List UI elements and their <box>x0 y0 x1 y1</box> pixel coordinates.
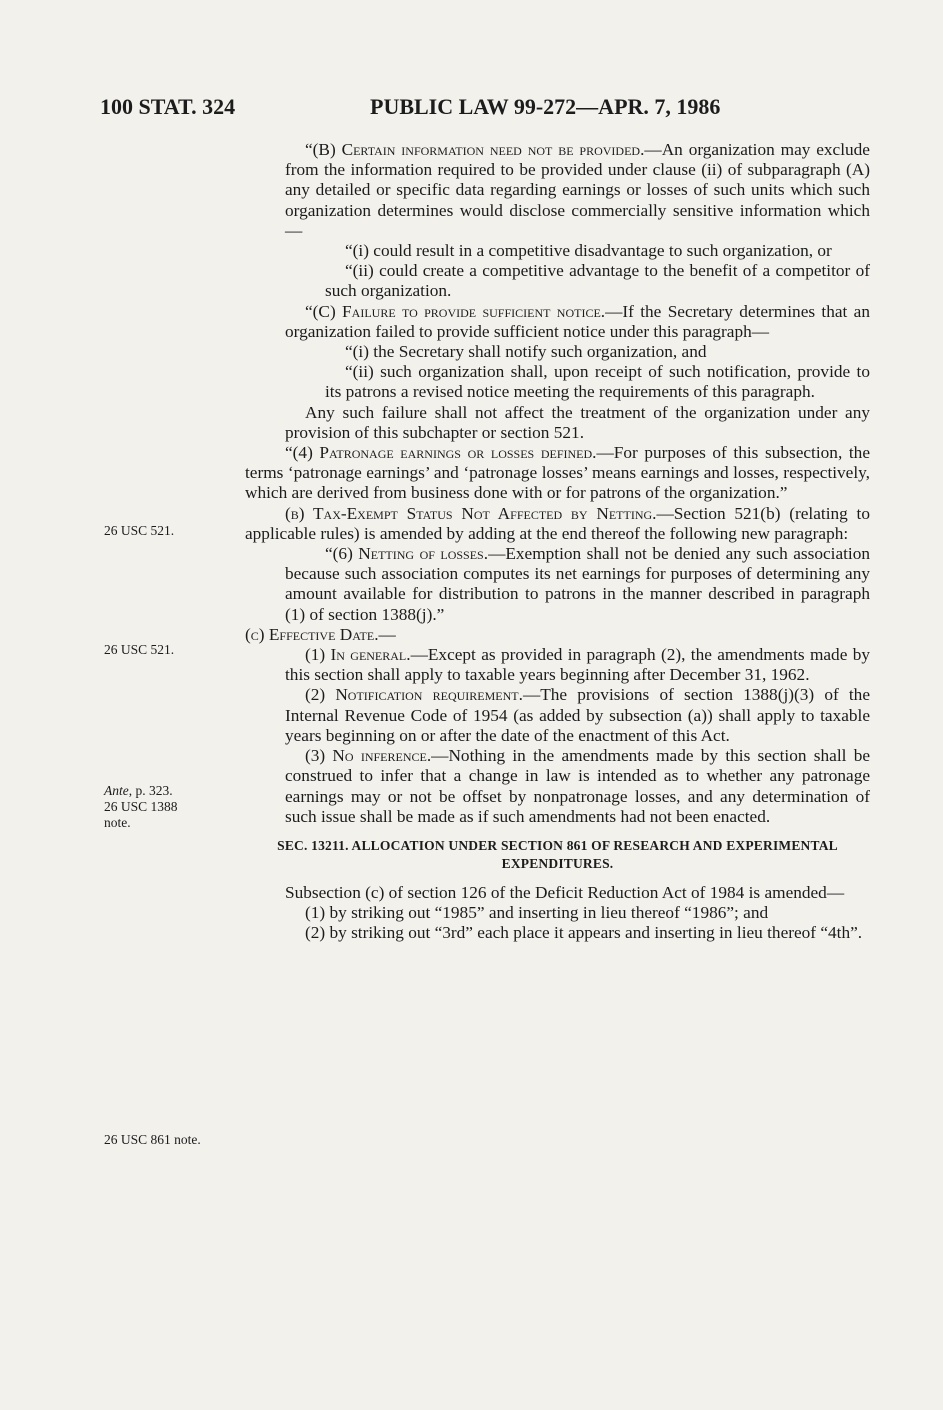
section-13211-item-2: (2) by striking out “3rd” each place it appears and inserting in lieu thereof “4th”. <box>305 923 863 943</box>
section-13211-item-1: (1) by striking out “1985” and inserting in lieu thereof “1986”; and <box>305 903 769 923</box>
margin-note-ante <box>104 783 178 831</box>
effective-3 <box>245 746 870 827</box>
paragraph-4 <box>245 443 870 504</box>
effective-1-text: —Except as provided in paragraph (2), the amendments made by this section shall apply to taxable years beginning after December 31, 1962. <box>285 645 870 685</box>
subparagraph-c-heading: “(C) Failure to provide sufficient notice. <box>305 301 606 321</box>
subparagraph-c-tail: Any such failure shall not affect the treatment of the organization under any provision of this subchapter or section 521. <box>285 402 870 442</box>
subsection-b-text: —Section 521(b) (relating to applicable rules) is amended by adding at the end thereof the following new paragraph: <box>245 503 870 543</box>
clause-b-ii: “(ii) could create a competitive advantage to the benefit of a competitor of such organization. <box>325 261 870 301</box>
public-law-title: PUBLIC LAW 99-272—APR. 7, 1986 <box>370 94 721 119</box>
paragraph-4-text: —For purposes of this subsection, the terms ‘patronage earnings’ and ‘patronage losses’ means earnings and losses, respectively, which are derived from business done with or for patrons of the organization.” <box>245 443 870 503</box>
paragraph-6-heading: “(6) Netting of losses. <box>325 544 489 564</box>
subsection-c-heading: (c) Effective Date. <box>245 624 379 644</box>
clause-c-ii: “(ii) such organization shall, upon receipt of such notification, provide to its patrons a revised notice meeting the requirements of this paragraph. <box>325 362 870 402</box>
subparagraph-b-heading: “(B) Certain information need not be provided. <box>305 140 645 159</box>
margin-note-26-usc-521-b: 26 USC 521. <box>104 642 175 657</box>
section-13211-text: Subsection (c) of section 126 of the Deficit Reduction Act of 1984 is amended— <box>285 882 845 902</box>
clause-b-i: “(i) could result in a competitive disadvantage to such organization, or <box>345 241 832 261</box>
effective-3-heading: (3) No inference. <box>305 746 432 766</box>
effective-2 <box>245 685 870 746</box>
margin-note-26-usc-1388: 26 USC 1388 <box>104 799 178 814</box>
paragraph-6-text: —Exemption shall not be denied any such association because such association computes its net earnings for purposes of determining any amount available for distribution to patrons in the manner described in paragraph (1) of section 1388(j).” <box>285 544 871 624</box>
paragraph-4-heading: “(4) Patronage earnings or losses defined. <box>285 443 597 463</box>
subsection-b <box>245 504 870 544</box>
subparagraph-c <box>245 302 870 342</box>
section-13211-title: SEC. 13211. ALLOCATION UNDER SECTION 861 OF RESEARCH AND EXPERIMENTAL EXPENDITURES. <box>277 837 838 871</box>
margin-note-ante-italic: Ante <box>104 783 129 798</box>
effective-3-text: —Nothing in the amendments made by this section shall be construed to infer that a change in law is intended as to whether any patronage earnings may or not be offset by nonpatronage losses, and any determination of such issue shall be made as if such amendments had not been enacted. <box>285 746 871 826</box>
subparagraph-b-text: —An organization may exclude from the information required to be provided under clause (ii) of subparagraph (A) any detailed or specific data regarding earnings or losses of such units which such organization determines would disclose commercially sensitive information which— <box>285 140 870 240</box>
effective-2-text: —The provisions of section 1388(j)(3) of the Internal Revenue Code of 1954 (as added by subsection (a)) shall apply to taxable years beginning on or after the date of the enactment of this Act. <box>285 685 870 745</box>
effective-2-heading: (2) Notification requirement. <box>305 685 523 705</box>
statute-page-number: 100 STAT. 324 <box>100 94 236 119</box>
margin-note-ante-page: , p. 323. <box>128 783 173 798</box>
subsection-b-heading: (b) Tax-Exempt Status Not Affected by Netting. <box>285 503 657 523</box>
subparagraph-b <box>245 140 870 241</box>
effective-1 <box>245 645 870 685</box>
subsection-c-dash: — <box>378 624 396 644</box>
effective-1-heading: (1) In general. <box>305 645 411 665</box>
subparagraph-c-text: —If the Secretary determines that an organization failed to provide sufficient notice under this paragraph— <box>285 301 870 341</box>
margin-note-26-usc-861: 26 USC 861 note. <box>104 1132 201 1147</box>
margin-note-note: note. <box>104 815 131 830</box>
clause-c-i: “(i) the Secretary shall notify such organization, and <box>345 342 707 362</box>
page-header <box>100 94 840 124</box>
paragraph-6 <box>245 544 870 625</box>
margin-note-26-usc-521-a: 26 USC 521. <box>104 523 175 538</box>
document-body <box>245 140 870 944</box>
subsection-c <box>245 625 870 645</box>
